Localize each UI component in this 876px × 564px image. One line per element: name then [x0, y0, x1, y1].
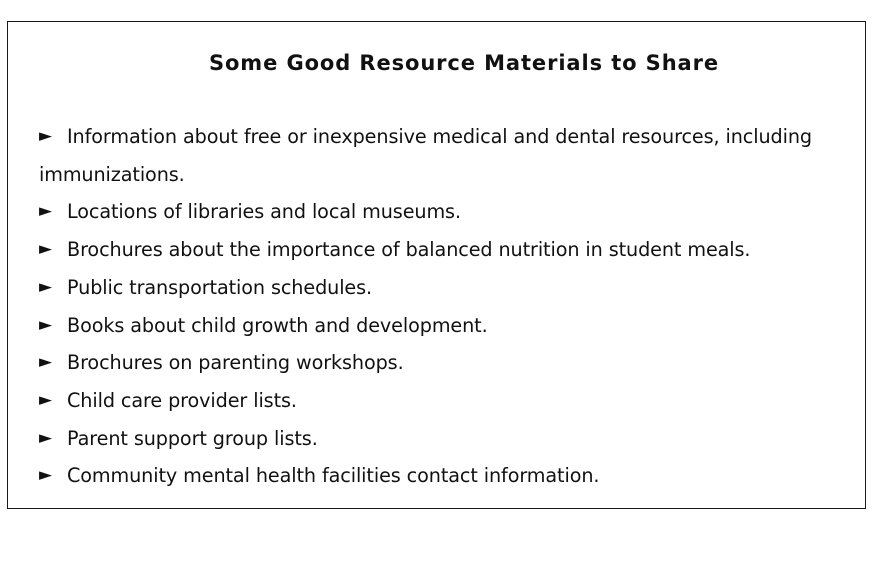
- list-item-text: Information about free or inexpensive medical and dental resources, including immunizations.: [39, 125, 812, 186]
- list-item: [39, 118, 854, 193]
- list-item: [39, 193, 854, 231]
- bullet-arrow-icon: ►: [39, 201, 52, 222]
- list-item: [39, 307, 854, 345]
- resource-list: [39, 118, 854, 495]
- list-item-text: Community mental health facilities contact information.: [67, 464, 600, 488]
- list-item-text: Public transportation schedules.: [67, 275, 373, 299]
- list-item-text: Books about child growth and development.: [67, 313, 488, 337]
- list-item: [39, 382, 854, 420]
- list-item: [39, 231, 854, 269]
- list-item: [39, 420, 854, 458]
- bullet-arrow-icon: ►: [39, 126, 52, 146]
- bullet-arrow-icon: ►: [39, 239, 52, 260]
- list-item-text: Brochures on parenting workshops.: [67, 351, 404, 375]
- list-item-text: Child care provider lists.: [67, 388, 297, 412]
- resource-box: [7, 21, 866, 509]
- bullet-arrow-icon: ►: [39, 352, 52, 373]
- bullet-arrow-icon: ►: [39, 465, 52, 486]
- box-title: Some Good Resource Materials to Share: [208, 51, 720, 75]
- list-item: [39, 457, 854, 495]
- bullet-arrow-icon: ►: [39, 314, 52, 335]
- list-item-text: Locations of libraries and local museums.: [67, 200, 461, 224]
- bullet-arrow-icon: ►: [39, 389, 52, 410]
- bullet-arrow-icon: ►: [39, 427, 52, 448]
- list-item-text: Parent support group lists.: [67, 426, 318, 450]
- list-item-text: Brochures about the importance of balanced nutrition in student meals.: [67, 238, 751, 262]
- list-item: [39, 269, 854, 307]
- list-item: [39, 344, 854, 382]
- bullet-arrow-icon: ►: [39, 276, 52, 297]
